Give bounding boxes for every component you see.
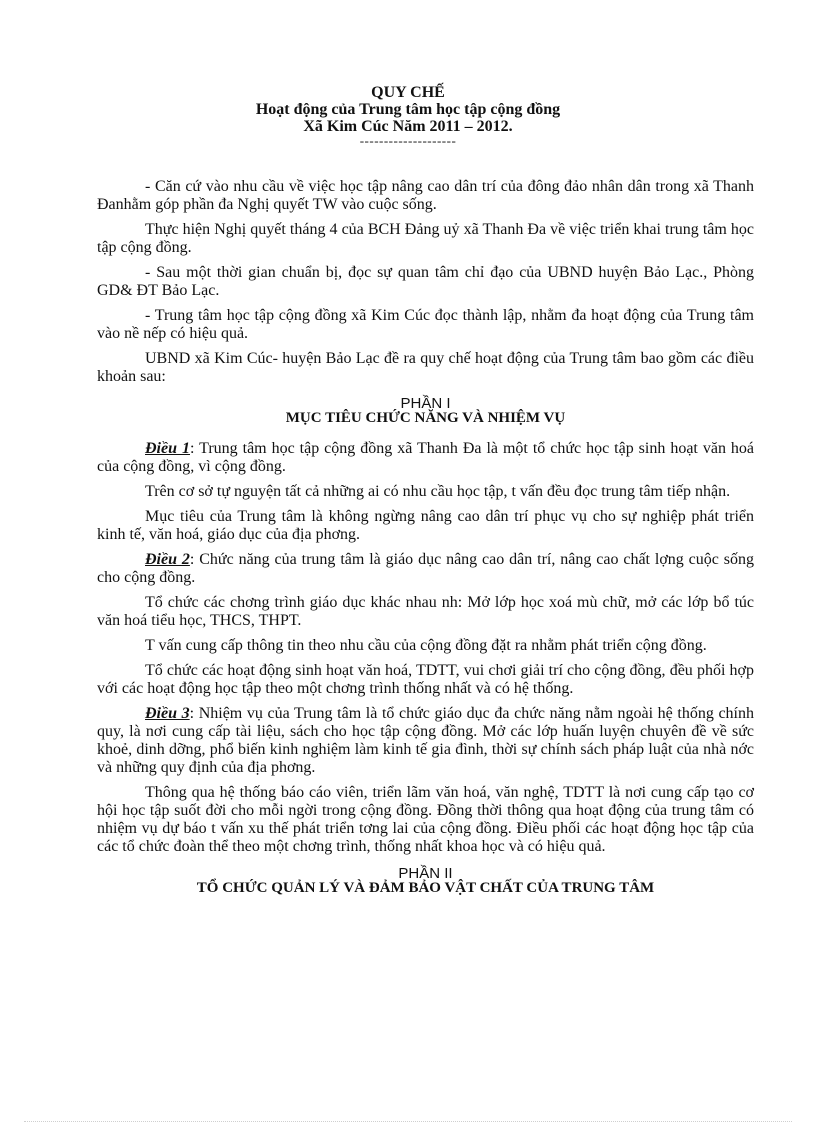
document-title: QUY CHẾ <box>371 84 445 101</box>
article-label: Điều 1 <box>145 440 190 457</box>
intro-paragraph: - Sau một thời gian chuẩn bị, đọc sự quan tâm chỉ đạo của UBND huyện Bảo Lạc., Phòng GD& ĐT Bảo Lạc. <box>97 264 754 299</box>
body-paragraph: Tổ chức các chơng trình giáo dục khác nhau nh: Mở lớp học xoá mù chữ, mở các lớp bổ túc văn hoá tiểu học, THCS, THPT. <box>97 594 754 629</box>
intro-paragraph: - Trung tâm học tập cộng đồng xã Kim Cúc đọc thành lập, nhằm đa hoạt động của Trung tâm vào nề nếp có hiệu quả. <box>97 307 754 342</box>
body-paragraph: T vấn cung cấp thông tin theo nhu cầu của cộng đồng đặt ra nhằm phát triển cộng đồng. <box>145 637 707 654</box>
article-label: Điều 2 <box>145 551 190 568</box>
section-title: TỔ CHỨC QUẢN LÝ VÀ ĐẢM BẢO VẬT CHẤT CỦA TRUNG TÂM <box>196 880 655 896</box>
body-paragraph: Thông qua hệ thống báo cáo viên, triển lãm văn hoá, văn nghệ, TDTT là nơi cung cấp tạo cơ hội học tập suốt đời cho mỗi ngời trong cộng đồng. Đồng thời thông qua hoạt động của trung tâm có nhiệm vụ dự báo t vấn xu thế phát triển tơng lai của cộng đồng. Điều phối các hoạt động học tập của các tổ chức đoàn thể theo một chơng trình, thống nhất khoa học và có hiệu quả. <box>97 784 754 855</box>
section-heading-part-1 <box>97 396 754 426</box>
intro-paragraph: UBND xã Kim Cúc- huyện Bảo Lạc đề ra quy chế hoạt động của Trung tâm bao gồm các điều khoản sau: <box>97 350 754 385</box>
article-text: : Trung tâm học tập cộng đồng xã Thanh Đa là một tổ chức học tập sinh hoạt văn hoá của cộng đồng, vì cộng đồng. <box>97 440 755 475</box>
document-body <box>97 178 754 910</box>
section-heading-part-2 <box>97 866 754 896</box>
article-text: : Chức năng của trung tâm là giáo dục nâng cao dân trí, nâng cao chất lợng cuộc sống cho cộng đồng. <box>97 551 754 586</box>
header-separator: -------------------- <box>359 133 457 148</box>
section-title: MỤC TIÊU CHỨC NĂNG VÀ NHIỆM VỤ <box>285 410 566 426</box>
document-header <box>0 84 816 147</box>
article-paragraph <box>97 440 754 476</box>
section-number: PHẦN II <box>398 865 453 882</box>
article-paragraph <box>97 705 754 777</box>
body-paragraph: Mục tiêu của Trung tâm là không ngừng nâng cao dân trí phục vụ cho sự nghiệp phát triển kinh tế, văn hoá, giáo dục của địa phơng. <box>97 508 754 543</box>
section-number: PHẦN I <box>400 395 451 412</box>
page-bottom-border <box>24 1121 792 1122</box>
body-paragraph: Tổ chức các hoạt động sinh hoạt văn hoá, TDTT, vui chơi giải trí cho cộng đồng, đều phối hợp với các hoạt động học tập theo một chơng trình thống nhất và có hệ thống. <box>97 662 754 697</box>
article-paragraph <box>97 551 754 587</box>
article-text: : Nhiệm vụ của Trung tâm là tổ chức giáo dục đa chức năng nằm ngoài hệ thống chính quy, là nơi cung cấp tài liệu, sách cho học tập cộng đồng. Mở các lớp huấn luyện chuyên đề về sức khoẻ, dinh dỡng, phổ biến kinh nghiệm làm kinh tế gia đình, thời sự chính sách pháp luật của nhà nớc và những quy định của địa phơng. <box>97 705 755 776</box>
intro-paragraph: Thực hiện Nghị quyết tháng 4 của BCH Đảng uỷ xã Thanh Đa về việc triển khai trung tâm học tập cộng đồng. <box>97 221 754 256</box>
document-subtitle: Hoạt động của Trung tâm học tập cộng đồng <box>255 101 561 118</box>
body-paragraph: Trên cơ sở tự nguyện tất cả những ai có nhu cầu học tập, t vấn đều đọc trung tâm tiếp nhận. <box>145 483 731 500</box>
document-subtitle-year: Xã Kim Cúc Năm 2011 – 2012. <box>303 118 513 135</box>
article-label: Điều 3 <box>145 705 190 722</box>
intro-paragraph: - Căn cứ vào nhu cầu về việc học tập nâng cao dân trí của đông đảo nhân dân trong xã Thanh Đanhằm góp phần đa Nghị quyết TW vào cuộc sống. <box>97 178 754 213</box>
